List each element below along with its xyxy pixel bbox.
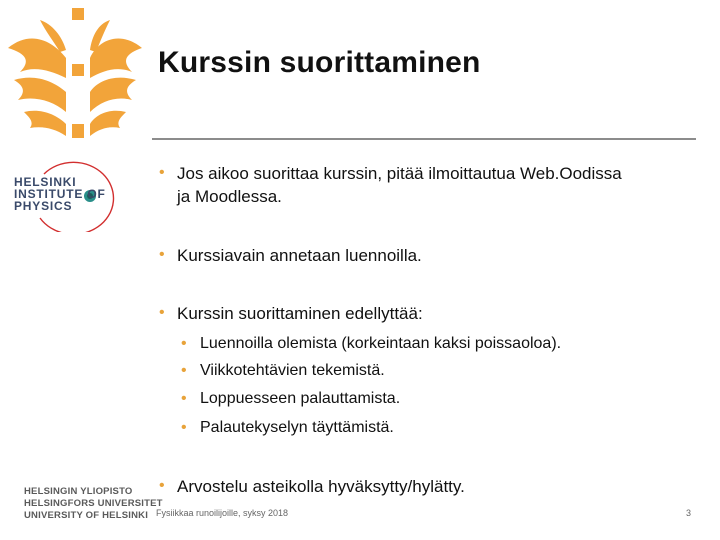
sub-bullet-marker: • (181, 335, 187, 352)
bullet-marker: • (159, 246, 165, 263)
page-number: 3 (686, 508, 692, 518)
hip-line-3: PHYSICS (14, 199, 73, 213)
bullet-marker: • (159, 477, 165, 494)
bullet-marker: • (159, 304, 165, 321)
footer-text: Fysiikkaa runoilijoille, syksy 2018 (156, 508, 289, 518)
hip-line-1: HELSINKI (14, 175, 77, 189)
uh-line-1: HELSINGIN YLIOPISTO (24, 486, 133, 497)
bullet-2-text: Kurssiavain annetaan luennoilla. (177, 246, 422, 265)
uh-line-2: HELSINGFORS UNIVERSITET (24, 498, 163, 509)
bullet-4-text: Arvostelu asteikolla hyväksytty/hylätty. (177, 477, 465, 496)
sub-bullet-4: Palautekyselyn täyttämistä. (200, 419, 394, 436)
slide-title: Kurssin suorittaminen (158, 46, 481, 79)
university-wordmark (24, 486, 163, 522)
sub-bullet-2: Viikkotehtävien tekemistä. (200, 362, 385, 379)
sub-bullet-3: Loppuesseen palauttamista. (200, 390, 401, 407)
hip-line-2: INSTITUTE OF (14, 187, 106, 201)
hip-logo-text (14, 176, 106, 212)
bullet-1-line-2: ja Moodlessa. (177, 187, 282, 206)
uh-line-3: UNIVERSITY OF HELSINKI (24, 510, 149, 521)
bullet-1-line-1: Jos aikoo suorittaa kurssin, pitää ilmoittautua Web.Oodissa (177, 164, 622, 183)
sub-bullet-marker: • (181, 362, 187, 379)
bullet-3-text: Kurssin suorittaminen edellyttää: (177, 304, 423, 323)
bullet-marker: • (159, 164, 165, 181)
sub-bullet-1: Luennoilla olemista (korkeintaan kaksi poissaoloa). (200, 335, 562, 352)
sub-bullet-marker: • (181, 390, 187, 407)
sub-bullet-marker: • (181, 419, 187, 436)
title-divider (152, 138, 696, 140)
university-flame-logo (0, 0, 150, 150)
